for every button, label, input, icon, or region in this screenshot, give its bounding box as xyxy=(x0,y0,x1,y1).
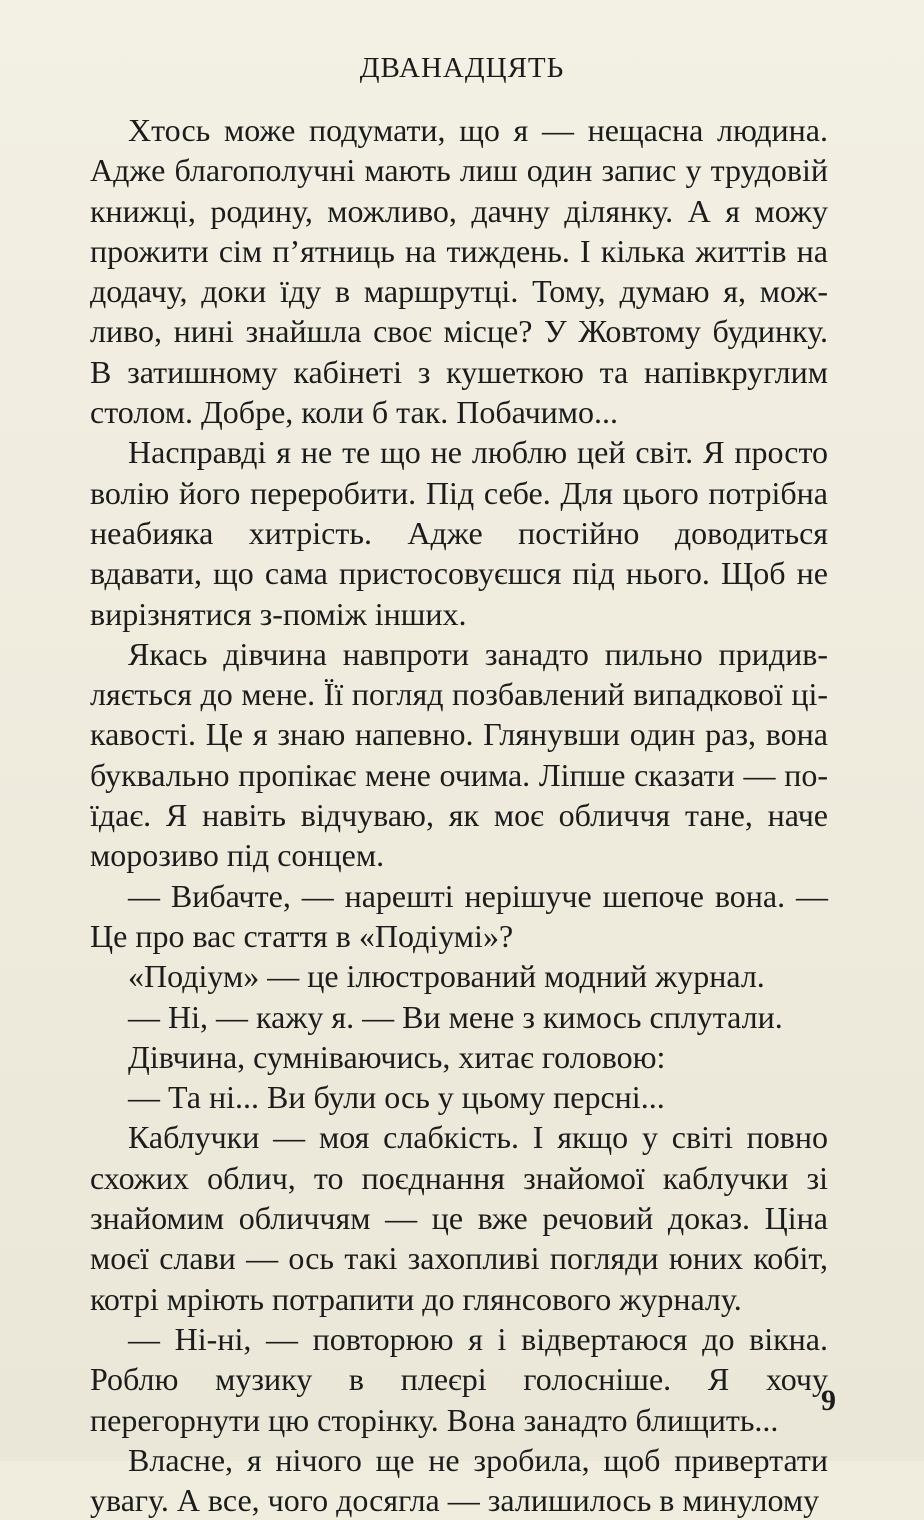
body-text xyxy=(90,110,828,1520)
paragraph: Хтось може подумати, що я — нещасна людина. Адже благополучні мають лиш один запис у трудовій книжці, родину, можливо, дачну ділянку. А я можу прожити сім п’ятниць на тиждень. І кілька життів на додачу, доки їду в маршрутці. Тому, думаю я, можливо, нині знайшла своє місце? У Жовтому будинку. В затишному кабінеті з кушеткою та напівкруглим столом. Добре, коли б так. Побачимо... xyxy=(90,112,828,431)
paragraph: «Подіум» — це ілюстрований модний журнал. xyxy=(128,958,765,995)
dialog-line: — Ні-ні, — повторюю я і відвертаюся до вікна. Роблю музику в плеєрі голосніше. Я хочу перегорнути цю сторінку. Вона занадто блищить... xyxy=(90,1320,828,1438)
paragraph: Якась дівчина навпроти занадто пильно придивляється до мене. Її погляд позбавлений випадкової цікавості. Це я знаю напевно. Глянувши один раз, вона буквально пропікає мене очима. Ліпше сказати — поїдає. Я навіть відчуваю, як моє обличчя тане, наче морозиво під сонцем. xyxy=(90,635,828,874)
dialog-line: — Та ні... Ви були ось у цьому персні... xyxy=(128,1079,665,1116)
dialog-line: — Вибачте, — нарешті нерішуче шепоче вона. — Це про вас стаття в «Подіумі»? xyxy=(90,877,828,954)
page-number: 9 xyxy=(821,1384,836,1417)
chapter-title: ДВАНАДЦЯТЬ xyxy=(359,52,565,84)
paragraph: Власне, я нічого ще не зробила, щоб привертати увагу. А все, чого досягла — залишилось в минулому xyxy=(90,1441,828,1519)
paragraph: Насправді я не те що не люблю цей світ. Я просто волію його переробити. Під себе. Для цього потрібна неабияка хитрість. Адже постійно доводиться вдавати, що сама пристосовуєшся під нього. Щоб не вирізнятися з-поміж інших. xyxy=(90,434,828,632)
paragraph: Каблучки — моя слабкість. І якщо у світі повно схожих облич, то поєднання знайомої каблучки зі знайомим обличчям — це вже речовий доказ. Ціна моєї слави — ось такі захопливі погляди юних кобіт, котрі мріють потрапити до глянсового журналу. xyxy=(90,1119,828,1317)
dialog-line: — Ні, — кажу я. — Ви мене з кимось сплутали. xyxy=(128,998,783,1035)
paragraph: Дівчина, сумніваючись, хитає головою: xyxy=(128,1038,666,1075)
